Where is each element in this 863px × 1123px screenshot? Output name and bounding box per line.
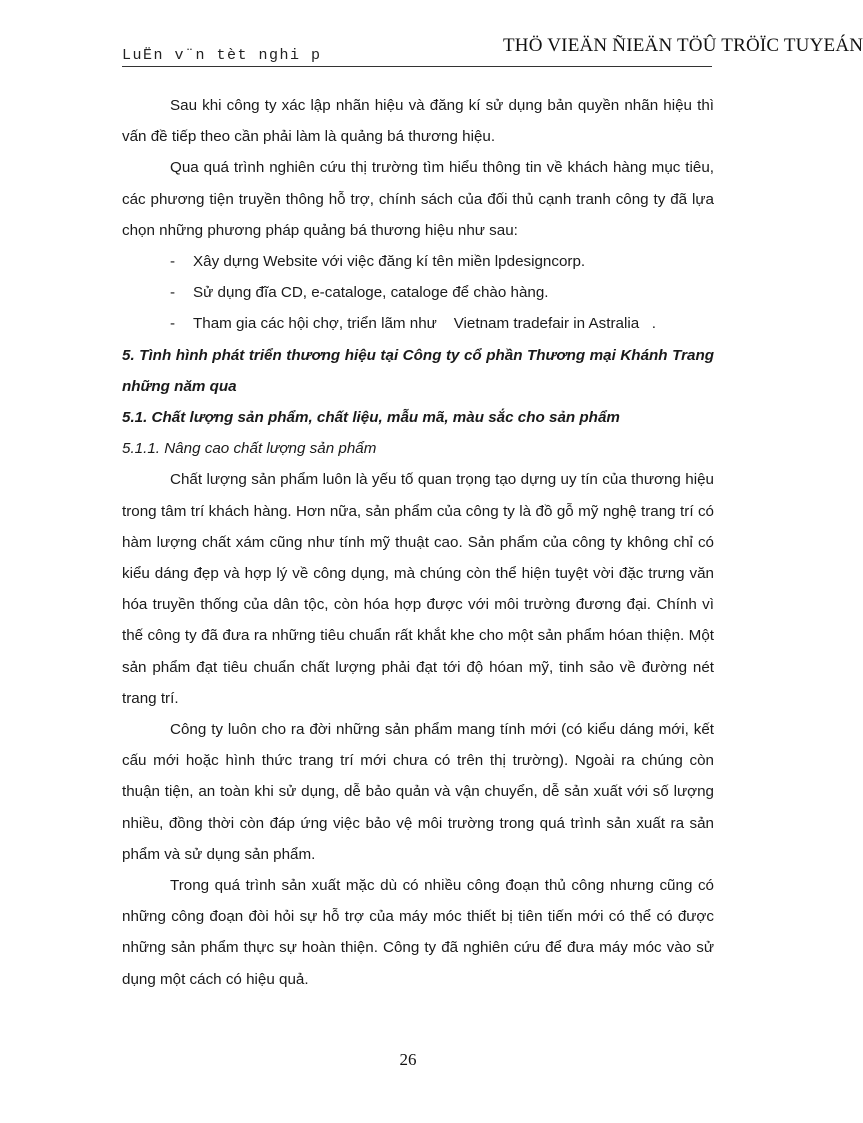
paragraph-2: Qua quá trình nghiên cứu thị trường tìm hiểu thông tin về khách hàng mục tiêu, các phương tiện truyền thông hỗ trợ, chính sách của đối thủ cạnh tranh công ty đã lựa chọn những phương pháp quảng bá thương hiệu như sau: [122,159,714,239]
section-heading-5: 5. Tình hình phát triển thương hiệu tại Công ty cổ phần Thương mại Khánh Trang những năm qua [122,346,714,395]
bullet-text: Sử dụng đĩa CD, e-cataloge, cataloge để chào hàng. [193,284,549,302]
page-content [122,90,714,995]
bullet-item [122,246,714,277]
paragraph-4: Công ty luôn cho ra đời những sản phẩm mang tính mới (có kiểu dáng mới, kết cấu mới hoặc hình thức trang trí mới chưa có trên thị trường). Ngoài ra chúng còn thuận tiện, an toàn khi sử dụng, dễ bảo quản và vận chuyển, dễ sản xuất với số lượng nhiều, đồng thời còn đáp ứng việc bảo vệ môi trường trong quá trình sản xuất ra sản phẩm và sử dụng sản phẩm. [122,721,714,863]
header-right-text: THÖ VIEÄN ÑIEÄN TÖÛ TRÖÏC TUYEÁN [503,35,863,56]
section-heading-5-1-1: 5.1.1. Nâng cao chất lượng sản phẩm [122,440,377,458]
page-number: 26 [399,1050,417,1069]
bullet-text: Xây dựng Website với việc đăng kí tên miền lpdesigncorp. [193,253,586,271]
bullet-dash: - [170,284,176,302]
bullet-item [122,277,714,308]
bullet-dash: - [170,253,176,271]
header-left-text: LuËn v¨n tèt nghi p [122,47,322,64]
paragraph-5: Trong quá trình sản xuất mặc dù có nhiều công đoạn thủ công nhưng cũng có những công đoạn đòi hỏi sự hỗ trợ của máy móc thiết bị tiên tiến mới có thể có được những sản phẩm thực sự hoàn thiện. Công ty đã nghiên cứu để đưa máy móc vào sử dụng một cách có hiệu quả. [122,877,714,988]
header-divider [122,66,712,67]
paragraph-1: Sau khi công ty xác lập nhãn hiệu và đăng kí sử dụng bản quyền nhãn hiệu thì vấn đề tiếp theo cần phải làm là quảng bá thương hiệu. [122,97,714,146]
bullet-text: Tham gia các hội chợ, triển lãm như Vietnam tradefair in Astralia . [193,315,657,333]
paragraph-3: Chất lượng sản phẩm luôn là yếu tố quan trọng tạo dựng uy tín của thương hiệu trong tâm trí khách hàng. Hơn nữa, sản phẩm của công ty là đồ gỗ mỹ nghệ trang trí có hàm lượng chất xám cũng như tính mỹ thuật cao. Sản phẩm của công ty không chỉ có kiểu dáng đẹp và hợp lý về công dụng, mà chúng còn thể hiện tuyệt vời đặc trưng văn hóa truyền thống của dân tộc, còn hóa hợp được với môi trường đương đại. Chính vì thế công ty đã đưa ra những tiêu chuẩn rất khắt khe cho một sản phẩm hóan thiện. Một sản phẩm đạt tiêu chuẩn chất lượng phải đạt tới độ hóan mỹ, tinh sảo về đường nét trang trí. [122,471,714,707]
bullet-item [122,308,714,339]
section-heading-5-1: 5.1. Chất lượng sản phẩm, chất liệu, mẫu mã, màu sắc cho sản phẩm [122,409,620,427]
bullet-dash: - [170,315,176,333]
